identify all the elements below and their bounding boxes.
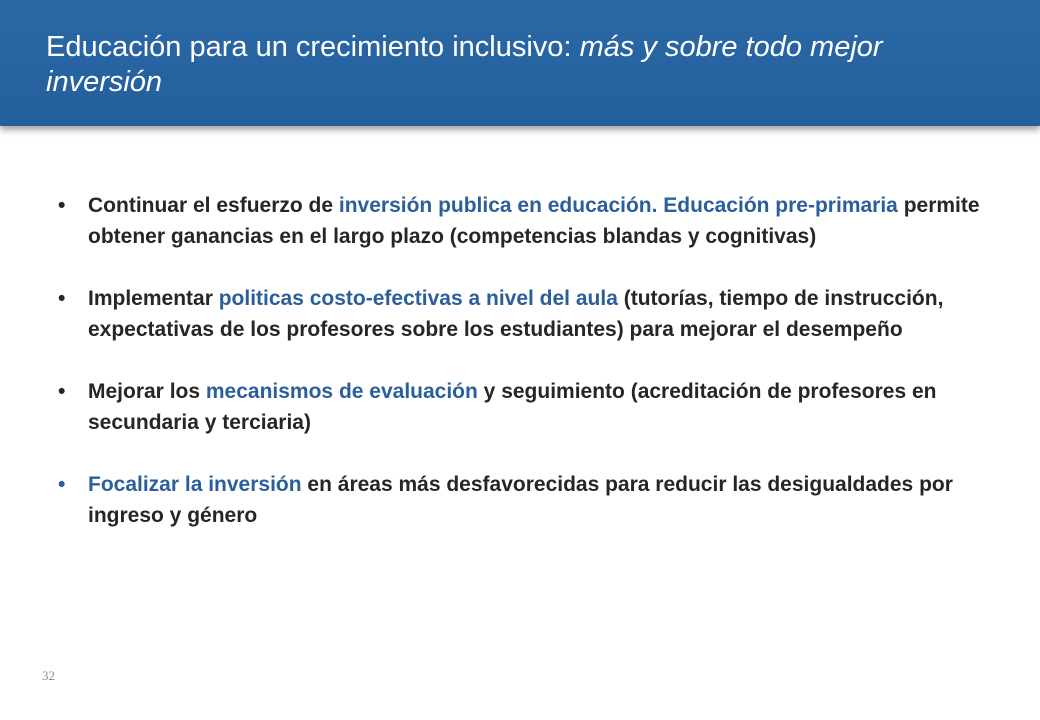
bullet-text: Mejorar los <box>88 380 206 403</box>
bullet-highlight: mecanismos de evaluación <box>205 380 478 403</box>
bullet-marker: • <box>58 287 66 310</box>
bullet-highlight: Focalizar la inversión <box>88 473 302 496</box>
bullet-text: Implementar <box>88 287 219 310</box>
bullet-text: (tutorías, tiempo de instrucción, expectativas de los profesores sobre los estudiantes) para mejorar el desempeño <box>88 287 944 341</box>
bullet-marker: • <box>58 380 66 403</box>
bullet-text: Continuar el esfuerzo de <box>88 194 339 217</box>
bullet-item <box>58 190 998 252</box>
bullet-item <box>58 283 998 345</box>
title-plain: Educación para un crecimiento inclusivo: <box>46 31 580 63</box>
bullet-highlight: politicas costo-efectivas a nivel del aula <box>218 287 618 310</box>
bullet-text: permite obtener ganancias en el largo plazo (competencias blandas y cognitivas) <box>88 194 980 248</box>
page-number: 32 <box>42 668 55 683</box>
bullet-item <box>58 376 998 438</box>
bullet-marker: • <box>58 194 66 217</box>
title-bar <box>0 0 1040 126</box>
bullet-highlight: inversión publica en educación. Educación pre-primaria <box>338 194 898 217</box>
bullet-text: en áreas más desfavorecidas para reducir las desigualdades por ingreso y género <box>88 473 953 527</box>
bullet-item <box>58 469 998 531</box>
bullet-text: y seguimiento (acreditación de profesores en secundaria y terciaria) <box>88 380 937 434</box>
bullet-marker: • <box>58 473 66 496</box>
title-italic: más y sobre todo mejor inversión <box>46 31 883 98</box>
bullet-list <box>58 190 998 562</box>
slide-title <box>46 30 1006 100</box>
